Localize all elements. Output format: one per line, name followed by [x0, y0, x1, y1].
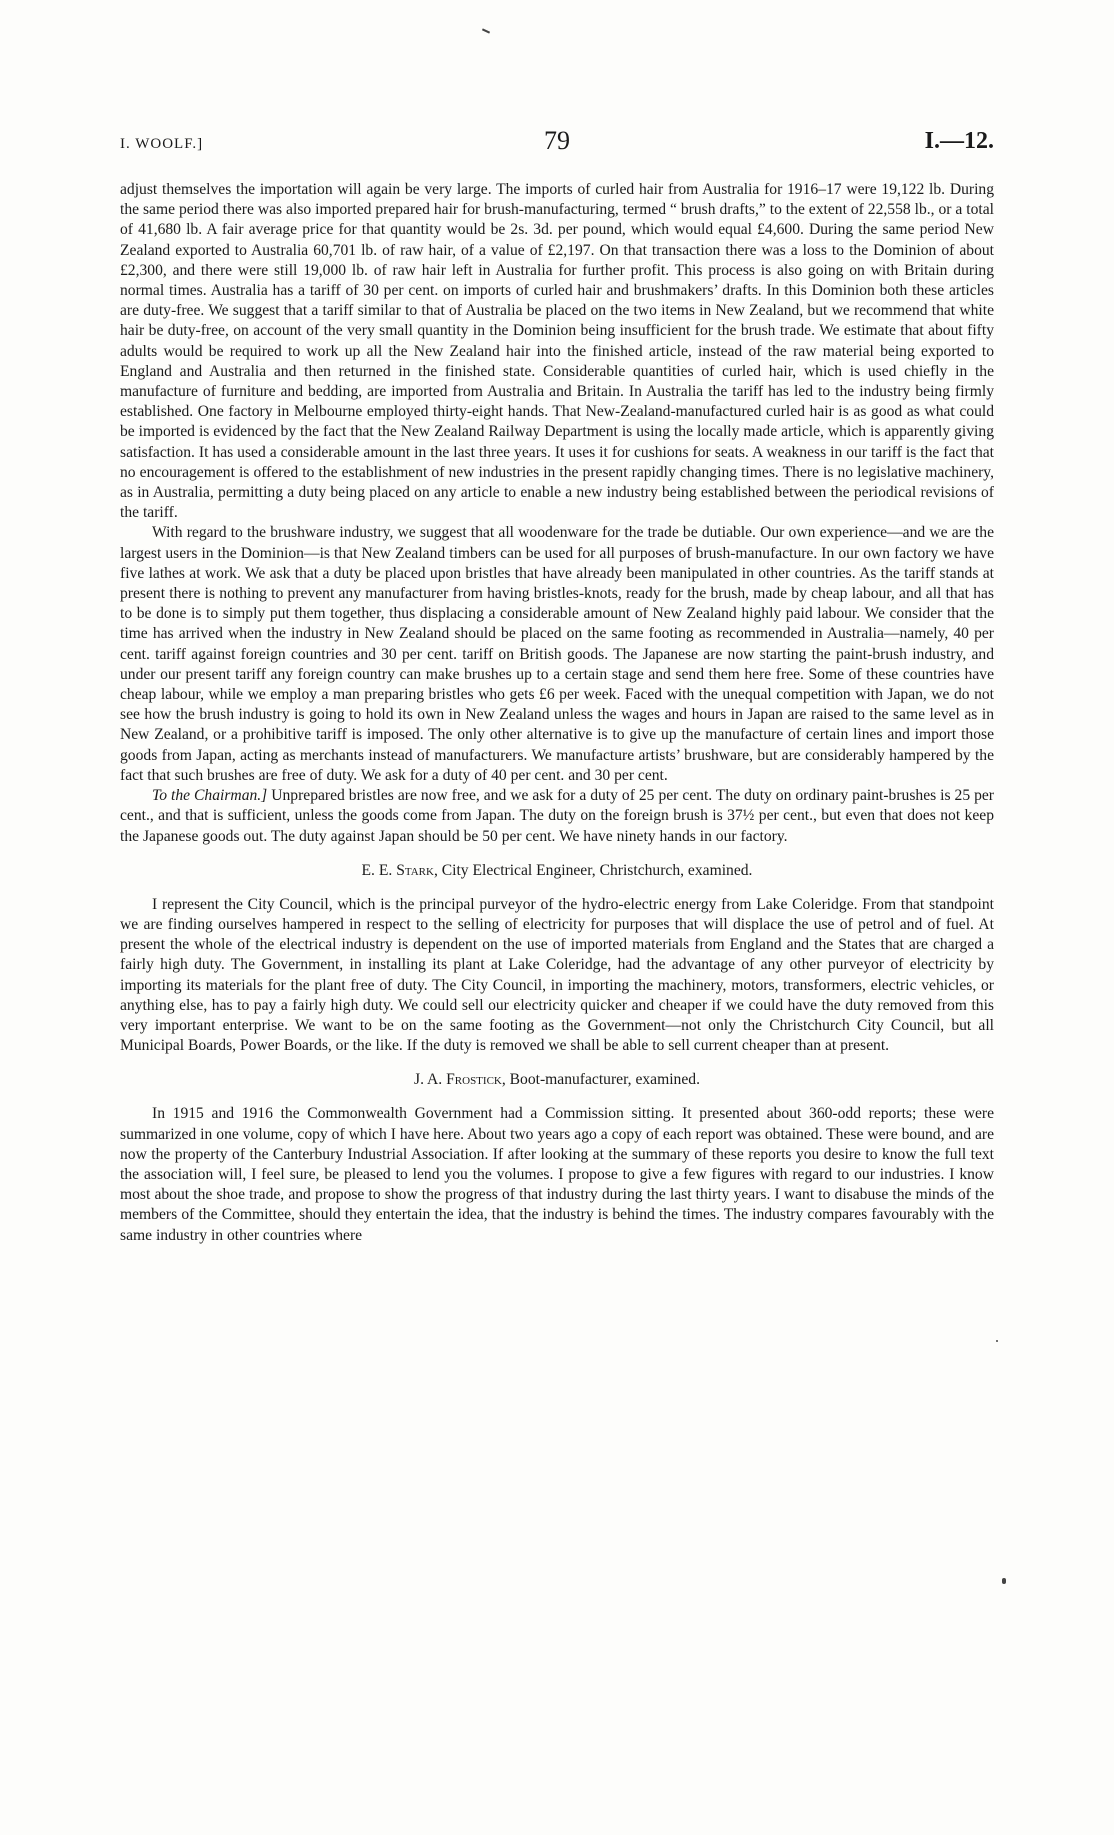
witness-name-header: I. WOOLF.] — [120, 136, 204, 152]
witness-surname: Stark — [396, 861, 434, 879]
top-tick-mark — [482, 28, 490, 33]
paragraph-brushware: With regard to the brushware industry, we suggest that all woodenware for the trade be dutiable. Our own experience—and we are the largest users in the Dominion—is that New Zealand timbers can be used for all purposes of brush-manufacture. In our own factory we have five lathes at work. We ask that a duty be placed upon bristles that have already been manipulated in other countries. As the tariff stands at present there is nothing to prevent any manufacturer from having bristles-knots, ready for the brush, made by cheap labour, and all that has to be done is to simply put them together, thus displacing a considerable amount of New Zealand highly paid labour. We consider that the time has arrived when the industry in New Zealand should be placed on the same footing as recommended in Australia—namely, 40 per cent. tariff against foreign countries and 30 per cent. tariff on British goods. The Japanese are now starting the paint-brush industry, and under our present tariff any foreign country can make brushes up to a certain stage and send them here free. Some of these countries have cheap labour, while we employ a man preparing bristles who gets £6 per week. Faced with the unequal competition with Japan, we do not see how the brush industry is going to hold its own in New Zealand unless the wages and hours in Japan are raised to the same level as in New Zealand, or a prohibitive tariff is imposed. The only other alternative is to give up the manufacture of certain lines and import those goods from Japan, acting as merchants instead of manufacturers. We manufacture artists’ brushware, but are considerably hampered by the fact that such brushes are free of duty. We ask for a duty of 40 per cent. and 30 per cent. — [120, 524, 994, 784]
body-text — [120, 180, 994, 1246]
paragraph-to-the-chairman — [120, 786, 994, 847]
running-head — [120, 126, 994, 160]
witness-heading-stark: E. E. Stark, City Electrical Engineer, Christchurch, examined. — [361, 861, 753, 879]
paragraph-curled-hair: adjust themselves the importation will again be very large. The imports of curled hair from Australia for 1916–17 were 19,122 lb. During the same period there was also imported prepared hair for brush-manufacturing, termed “ brush drafts,” to the extent of 22,558 lb., or a total of 41,680 lb. A fair average price for that quantity would be 2s. 3d. per pound, which would equal £4,600. During the same period New Zealand exported to Australia 60,701 lb. of raw hair, of a value of £2,197. On that transaction there was a loss to the Dominion of about £2,300, and there were still 19,000 lb. of raw hair left in Australia for further profit. This process is also going on with Britain during normal times. Australia has a tariff of 30 per cent. on imports of curled hair and brushmakers’ drafts. In this Dominion both these articles are duty-free. We suggest that a tariff similar to that of Australia be placed on the two items in New Zealand, but we recommend that white hair be duty-free, on account of the very small quantity in the Dominion being insufficient for the brush trade. We estimate that about fifty adults would be required to work up all the New Zealand hair into the finished article, instead of the raw material being exported to England and Australia and then returned in the finished state. Considerable quantities of curled hair, which is used chiefly in the manufacture of furniture and bedding, are imported from Australia and Britain. In Australia the tariff has led to the industry being firmly established. One factory in Melbourne employed thirty-eight hands. That New-Zealand-manufactured curled hair is as good as what could be imported is evidenced by the fact that the New Zealand Railway Department is using the locally made article, which is apparently giving satisfaction. It has used a considerable amount in the last three years. It uses it for cushions for seats. A weakness in our tariff is the fact that no encouragement is offered to the establishment of new industries in the present rapidly changing times. There is no legislative machinery, as in Australia, permitting a duty being placed on any article to enable a new industry being established between the periodical revisions of the tariff. — [120, 181, 994, 522]
witness-heading-frostick: J. A. Frostick, Boot-manufacturer, examined. — [414, 1071, 700, 1089]
margin-speck — [996, 1340, 998, 1342]
paragraph-electricity: I represent the City Council, which is the principal purveyor of the hydro-electric energy from Lake Coleridge. From that standpoint we are finding ourselves hampered in respect to the selling of electricity for purposes that will displace the use of petrol and of fuel. At present the whole of the electrical industry is dependent on the use of imported materials from England and the States that are charged a fairly high duty. The Government, in installing its plant at Lake Coleridge, had the advantage of any other purveyor of electricity by importing its materials for the plant free of duty. The City Council, in importing the machinery, motors, transformers, electric vehicles, or anything else, has to pay a fairly high duty. We could sell our electricity quicker and cheaper if we could have the duty removed from this very important enterprise. We want to be on the same footing as the Government—not only the Christchurch City Council, but all Municipal Boards, Power Boards, or the like. If the duty is removed we shall be able to sell current cheaper than at present. — [120, 895, 994, 1055]
witness-surname: Frostick — [446, 1071, 502, 1089]
document-code: I.—12. — [924, 128, 994, 154]
margin-speck — [1002, 1578, 1006, 1584]
page-number: 79 — [544, 126, 570, 155]
chairman-reply: Unprepared bristles are now free, and we ask for a duty of 25 per cent. The duty on ordinary paint-brushes is 25 per cent., and that is sufficient, unless the goods come from Japan. The duty on the foreign brush is 37½ per cent., but even that does not keep the Japanese goods out. The duty against Japan should be 50 per cent. We have ninety hands in our factory. — [120, 787, 995, 845]
chairman-address: To the Chairman.] — [152, 787, 268, 805]
paragraph-commission: In 1915 and 1916 the Commonwealth Government had a Commission sitting. It presented about 360-odd reports; these were summarized in one volume, copy of which I have here. About two years ago a copy of each report was obtained. These were bound, and are now the property of the Canterbury Industrial Association. If after looking at the summary of these reports you desire to know the full text the association will, I feel sure, be pleased to lend you the volumes. I propose to give a few figures with regard to our industries. I know most about the shoe trade, and propose to show the progress of that industry during the last thirty years. I want to disabuse the minds of the members of the Committee, should they entertain the idea, that the industry is behind the times. The industry compares favourably with the same industry in other countries where — [120, 1105, 994, 1244]
